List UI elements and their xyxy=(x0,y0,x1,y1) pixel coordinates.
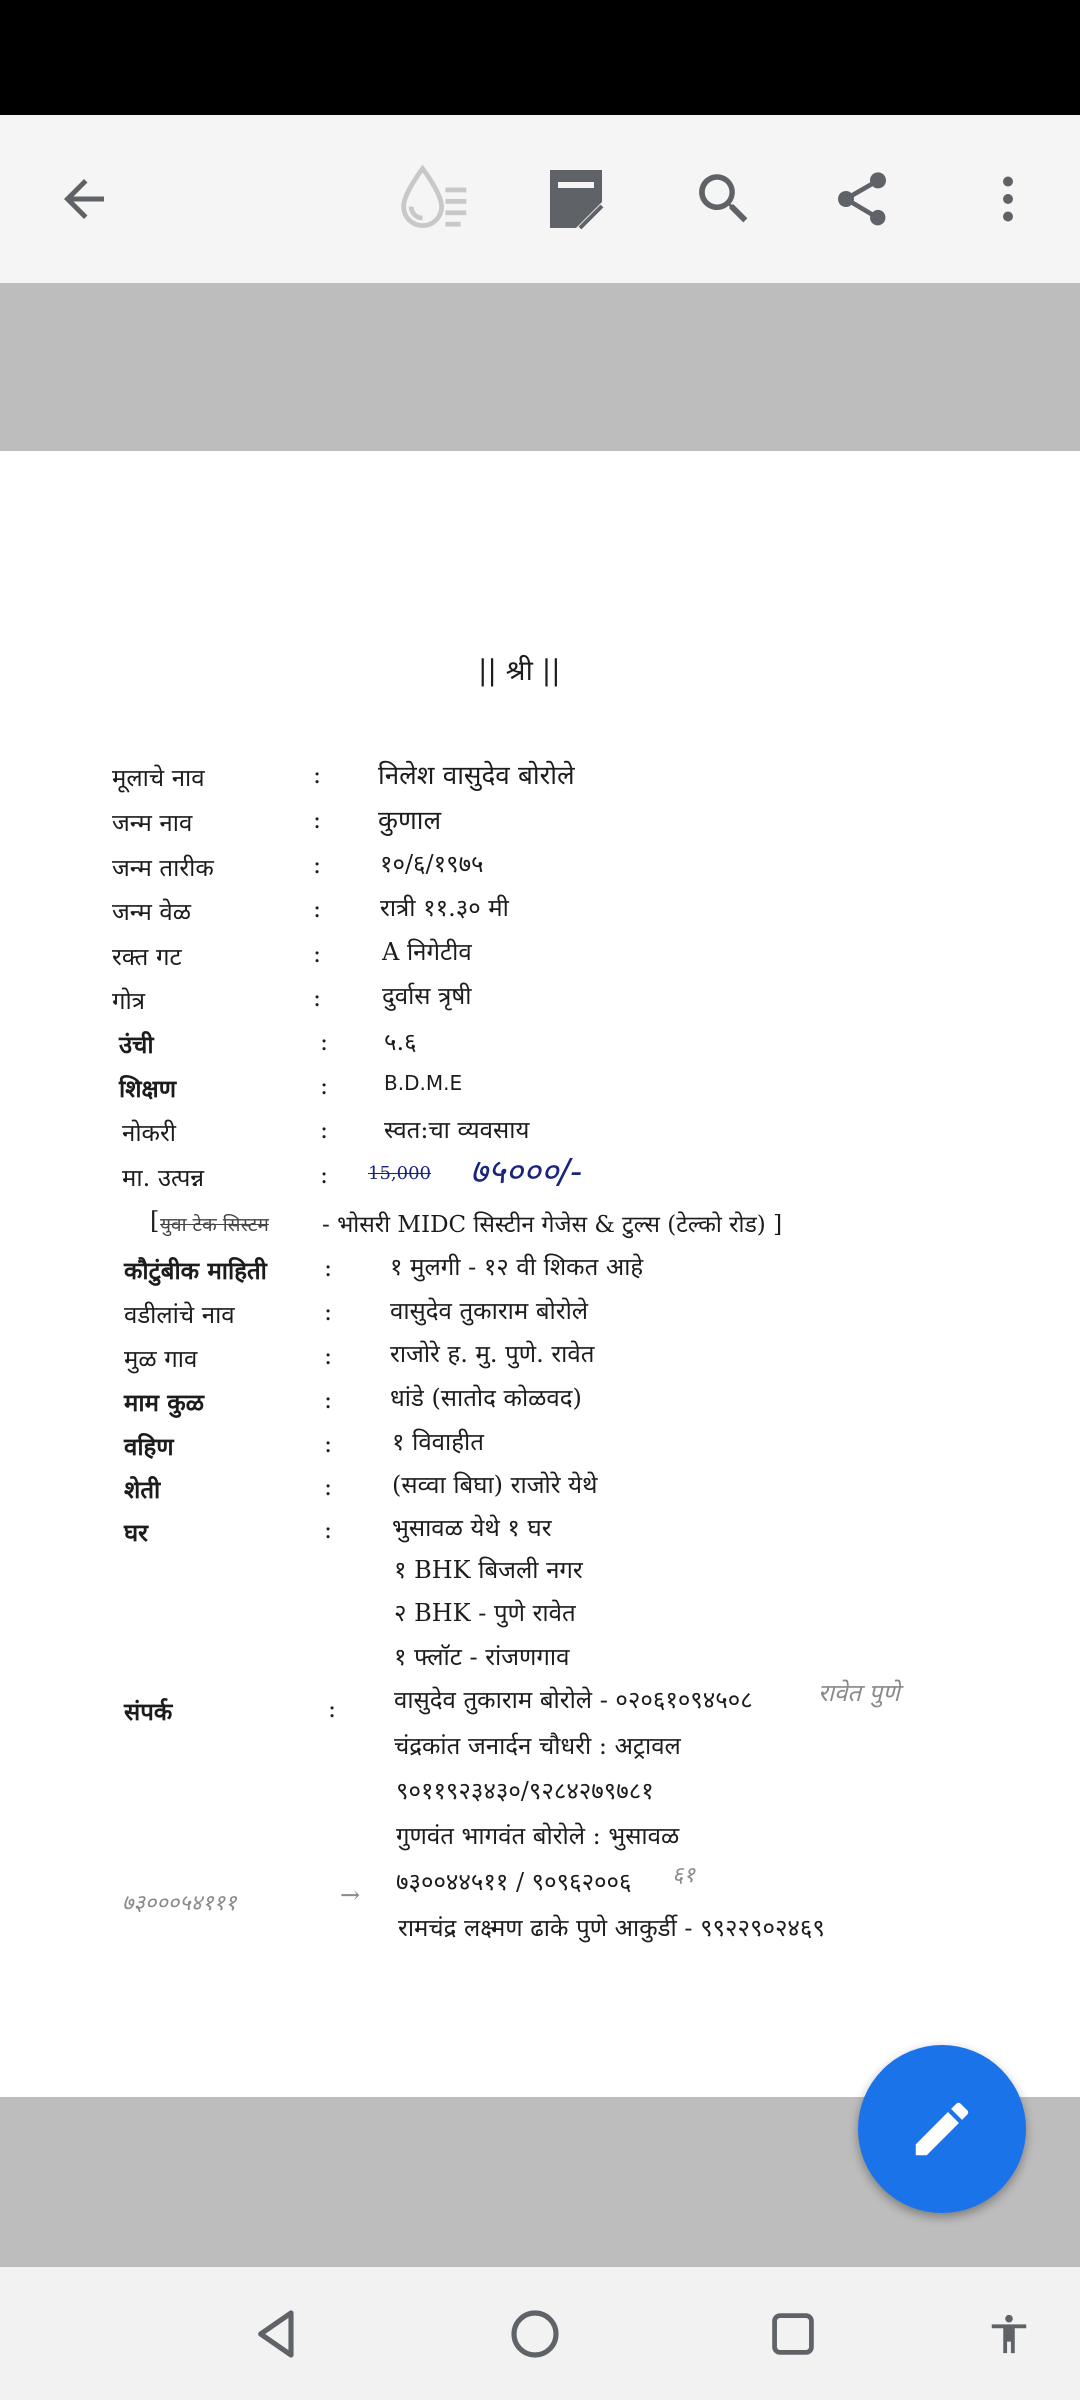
nav-back-button[interactable] xyxy=(232,2289,322,2379)
reading-mode-icon xyxy=(396,161,472,237)
top-toolbar xyxy=(0,115,1080,283)
status-bar xyxy=(0,0,1080,115)
label-house: घर xyxy=(124,1518,148,1547)
contact-5: ७३००४४५११ / ९०९६२००६ xyxy=(396,1868,632,1896)
value-blood-group: A निगेटीव xyxy=(382,938,472,966)
search-button[interactable] xyxy=(674,149,774,249)
value-name: निलेश वासुदेव बोरोले xyxy=(378,761,575,791)
colon: : xyxy=(324,1430,333,1458)
value-house-3: २ BHK - पुणे रावेत xyxy=(394,1599,576,1627)
more-vert-icon xyxy=(978,169,1038,229)
colon: : xyxy=(324,1342,333,1370)
value-income-struck: 15,000 xyxy=(368,1163,431,1184)
nav-recents-button[interactable] xyxy=(748,2289,838,2379)
colon: : xyxy=(324,1473,333,1501)
handwritten-note-right: रावेत पुणे xyxy=(818,1679,900,1707)
handwritten-note-left: ७३०००५४१११ xyxy=(122,1891,237,1916)
reading-mode-button[interactable] xyxy=(384,149,484,249)
value-family-info: १ मुलगी - १२ वी शिकत आहे xyxy=(390,1253,644,1281)
business-struck-name: युवा टेक सिस्टम xyxy=(160,1214,269,1236)
contact-1: वासुदेव तुकाराम बोरोले - ०२०६१०९४५०८ xyxy=(394,1686,753,1714)
document-page xyxy=(0,451,1080,2097)
page-heading: || श्री || xyxy=(478,654,561,687)
colon: : xyxy=(313,984,322,1012)
contact-2: चंद्रकांत जनार्दन चौधरी : अट्रावल xyxy=(394,1732,681,1760)
value-gotra: दुर्वास त्रृषी xyxy=(382,982,472,1010)
edit-fab-button[interactable] xyxy=(858,2045,1026,2213)
value-father-name: वासुदेव तुकाराम बोरोले xyxy=(390,1297,589,1325)
label-name: मूलाचे नाव xyxy=(112,764,205,792)
back-triangle-icon xyxy=(249,2306,305,2362)
value-sister: १ विवाहीत xyxy=(392,1428,484,1456)
edit-document-button[interactable] xyxy=(526,149,626,249)
value-birth-name: कुणाल xyxy=(378,806,442,836)
back-button[interactable] xyxy=(34,149,134,249)
value-occupation: स्वत:चा व्यवसाय xyxy=(384,1116,530,1144)
label-family-info: कौटुंबीक माहिती xyxy=(124,1256,267,1285)
label-blood-group: रक्त गट xyxy=(112,943,182,971)
label-occupation: नोकरी xyxy=(122,1119,176,1147)
search-icon xyxy=(691,166,757,232)
label-native-place: मुळ गाव xyxy=(124,1345,198,1373)
label-birth-name: जन्म नाव xyxy=(112,809,193,837)
label-education: शिक्षण xyxy=(119,1074,177,1103)
recents-square-icon xyxy=(767,2308,819,2360)
contact-6: रामचंद्र लक्ष्मण ढाके पुणे आकुर्डी - ९९२२९०२४६९ xyxy=(398,1914,825,1942)
colon: : xyxy=(313,895,322,923)
value-house: भुसावळ येथे १ घर xyxy=(392,1514,552,1542)
handwritten-arrow: → xyxy=(340,1881,361,1909)
colon: : xyxy=(320,1116,329,1144)
label-maternal-family: माम कुळ xyxy=(124,1388,204,1417)
value-income-handwritten: ७५०००/- xyxy=(470,1152,583,1192)
share-button[interactable] xyxy=(812,149,912,249)
colon: : xyxy=(328,1695,337,1723)
colon: : xyxy=(313,806,322,834)
value-house-2: १ BHK बिजली नगर xyxy=(394,1556,583,1584)
value-education: B.D.M.E xyxy=(384,1071,463,1095)
page-gap-top xyxy=(0,283,1080,451)
value-height: ५.६ xyxy=(384,1028,417,1056)
share-icon xyxy=(830,167,894,231)
value-native-place: राजोरे ह. मु. पुणे. रावेत xyxy=(390,1340,595,1368)
colon: : xyxy=(324,1516,333,1544)
business-description: - भोसरी MIDC सिस्टीन गेजेस & टुल्स (टेल्को रोड) ] xyxy=(322,1212,783,1238)
label-height: उंची xyxy=(119,1030,154,1059)
pencil-icon xyxy=(907,2094,977,2164)
details-block-1 xyxy=(0,451,1080,2097)
value-farm: (सव्वा बिघा) राजोरे येथे xyxy=(392,1471,598,1499)
handwritten-tail: ६१ xyxy=(672,1863,695,1888)
value-birth-date: १०/६/१९७५ xyxy=(380,850,484,878)
colon: : xyxy=(324,1386,333,1414)
colon: : xyxy=(320,1072,329,1100)
colon: : xyxy=(313,851,322,879)
nav-accessibility-button[interactable] xyxy=(964,2289,1054,2379)
label-birth-date: जन्म तारीक xyxy=(112,854,214,882)
system-nav-bar xyxy=(0,2267,1080,2400)
label-income: मा. उत्पन्न xyxy=(122,1164,205,1192)
accessibility-icon xyxy=(986,2311,1032,2357)
value-birth-time: रात्री ११.३० मी xyxy=(380,894,509,922)
value-maternal-family: धांडे (सातोद कोळवद) xyxy=(390,1384,582,1412)
label-father-name: वडीलांचे नाव xyxy=(124,1301,235,1329)
colon: : xyxy=(320,1028,329,1056)
colon: : xyxy=(324,1298,333,1326)
contact-4: गुणवंत भागवंत बोरोले : भुसावळ xyxy=(396,1822,680,1850)
colon: : xyxy=(320,1161,329,1189)
label-birth-time: जन्म वेळ xyxy=(112,898,192,926)
label-gotra: गोत्र xyxy=(112,987,145,1015)
home-circle-icon xyxy=(507,2306,563,2362)
contact-3: ९०११९२३४३०/९२८४२७९७८१ xyxy=(396,1777,654,1805)
colon: : xyxy=(324,1254,333,1282)
label-sister: वहिण xyxy=(124,1432,174,1461)
nav-home-button[interactable] xyxy=(490,2289,580,2379)
colon: : xyxy=(313,761,322,789)
more-options-button[interactable] xyxy=(958,149,1058,249)
business-open-bracket: [ xyxy=(150,1207,160,1235)
value-house-4: १ फ्लॉट - रांजणगाव xyxy=(394,1643,570,1671)
label-contact: संपर्क xyxy=(124,1697,173,1726)
colon: : xyxy=(313,940,322,968)
edit-document-icon xyxy=(546,166,606,232)
label-farm: शेती xyxy=(124,1475,161,1504)
back-arrow-icon xyxy=(54,169,114,229)
